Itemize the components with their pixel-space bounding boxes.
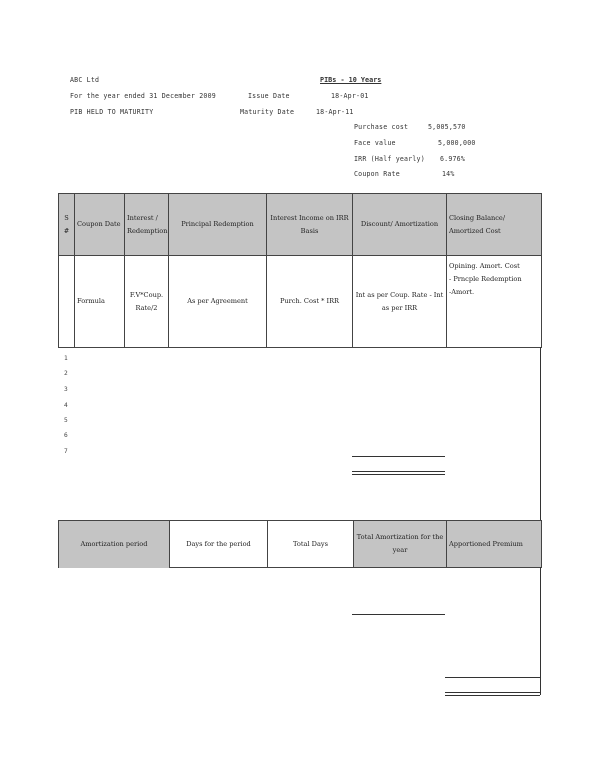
coupon-rate-label: Coupon Rate [354,170,400,178]
header-total-amortization: Total Amortization for the year [354,521,447,568]
premium-total-underline [445,677,540,678]
amortization-schedule-table [58,193,542,348]
category-label: PIB HELD TO MATURITY [70,108,154,116]
irr-value: 6.976% [440,155,466,163]
formula-closing-line-3: -Amort. [449,288,475,296]
coupon-rate-value: 14% [442,170,455,178]
period-table-header-row [59,521,542,568]
formula-interest-income: Purch. Cost * IRR [267,256,353,348]
maturity-date-label: Maturity Date [240,108,295,116]
formula-principal: As per Agreement [169,256,267,348]
header-amortization-period: Amortization period [59,521,170,568]
face-value-value: 5,000,000 [438,139,476,147]
table-right-border [540,347,541,520]
header-days-for-period: Days for the period [170,521,268,568]
purchase-cost-value: 5,005,570 [428,123,466,131]
period-line: For the year ended 31 December 2009 [70,92,216,100]
header-discount-amortization: Discount/ Amortization [353,194,447,256]
formula-label: Formula [75,256,125,348]
header-coupon-date: Coupon Date [75,194,125,256]
purchase-cost-label: Purchase cost [354,123,409,131]
amortization-period-table [58,520,542,568]
row-number: 6 [64,432,68,439]
header-interest-income: Interest Income on IRR Basis [267,194,353,256]
row-number: 7 [64,448,68,455]
header-principal-redemption: Principal Redemption [169,194,267,256]
premium-double-underline-1 [445,692,540,693]
row-number: 1 [64,355,68,362]
period-total-underline [352,614,445,615]
formula-interest: F.V*Coup. Rate/2 [125,256,169,348]
header-apportioned-premium: Apportioned Premium [447,521,542,568]
row-number: 3 [64,386,68,393]
formula-closing-line-1: Opining. Amort. Cost [449,262,520,270]
period-table-right-border [540,567,541,695]
total-double-underline-2 [352,474,445,475]
document-title: PIBs - 10 Years [320,76,382,84]
formula-closing-line-2: - Prncple Redemption [449,275,522,283]
issue-date-value: 18-Apr-01 [331,92,369,100]
premium-double-underline-2 [445,695,540,696]
issue-date-label: Issue Date [248,92,290,100]
row-number: 5 [64,417,68,424]
formula-row [59,256,542,348]
total-double-underline-1 [352,471,445,472]
header-closing-balance: Closing Balance/ Amortized Cost [447,194,542,256]
face-value-label: Face value [354,139,396,147]
total-underline [352,456,445,457]
irr-label: IRR (Half yearly) [354,155,425,163]
formula-closing [447,256,542,348]
maturity-date-value: 18-Apr-11 [316,108,354,116]
formula-discount: Int as per Coup. Rate - Int as per IRR [353,256,447,348]
header-total-days: Total Days [268,521,354,568]
table-header-row [59,194,542,256]
header-sno: S # [59,194,75,256]
row-number: 4 [64,402,68,409]
company-name: ABC Ltd [70,76,100,84]
row-number: 2 [64,370,68,377]
header-interest-redemption: Interest / Redemption [125,194,169,256]
